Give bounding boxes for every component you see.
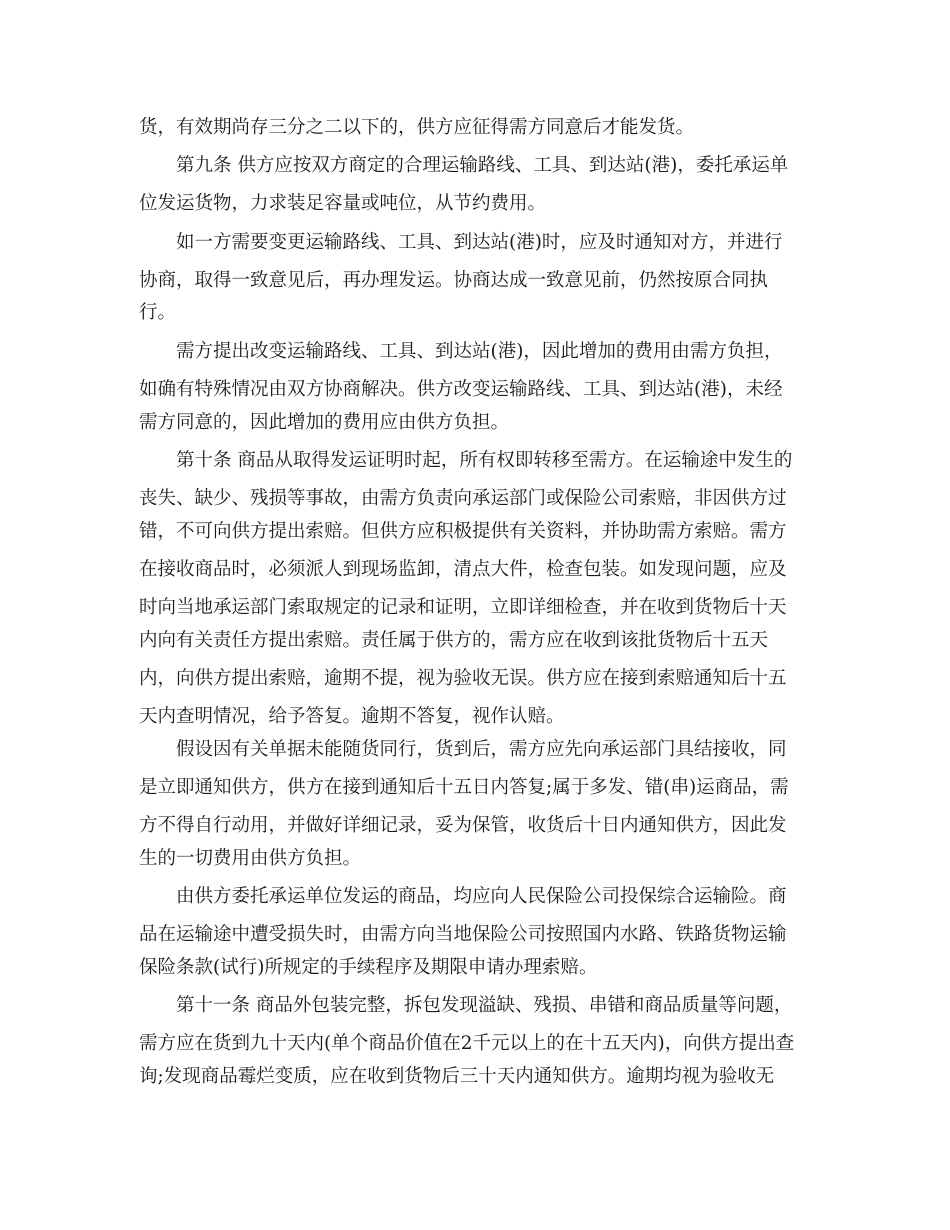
text-line: 由供方委托承运单位发运的商品，均应向人民保险公司投保综合运输险。商	[176, 886, 787, 907]
text-line: 需方同意的，因此增加的费用应由供方负担。	[139, 412, 510, 433]
text-line: 保险条款(试行)所规定的手续程序及期限申请办理索赔。	[139, 957, 598, 978]
text-line: 协商，取得一致意见后，再办理发运。协商达成一致意见前，仍然按原合同执	[139, 270, 769, 291]
text-line: 内，向供方提出索赔，逾期不提，视为验收无误。供方应在接到索赔通知后十五	[139, 668, 787, 689]
text-line: 错，不可向供方提出索赔。但供方应积极提供有关资料，并协助需方索赔。需方	[139, 521, 787, 542]
text-line: 品在运输途中遭受损失时，由需方向当地保险公司按照国内水路、铁路货物运输	[139, 924, 787, 945]
text-line: 行。	[139, 302, 177, 323]
text-line: 第十一条 商品外包装完整，拆包发现溢缺、残损、串错和商品质量等问题，	[176, 995, 793, 1016]
text-line: 如一方需要变更运输路线、工具、到达站(港)时，应及时通知对方，并进行	[176, 232, 783, 253]
text-line: 如确有特殊情况由双方协商解决。供方改变运输路线、工具、到达站(港)，未经	[139, 379, 783, 400]
text-line: 第十条 商品从取得发运证明时起，所有权即转移至需方。在运输途中发生的	[176, 450, 793, 471]
text-line: 内向有关责任方提出索赔。责任属于供方的，需方应在收到该批货物后十五天	[139, 630, 769, 651]
text-line: 位发运货物，力求装足容量或吨位，从节约费用。	[139, 193, 547, 214]
text-line: 是立即通知供方，供方在接到通知后十五日内答复;属于多发、错(串)运商品，需	[139, 777, 789, 798]
text-line: 询;发现商品霉烂变质，应在收到货物后三十天内通知供方。逾期均视为验收无	[139, 1066, 775, 1087]
text-line: 在接收商品时，必须派人到现场监卸，清点大件，检查包装。如发现问题，应及	[139, 559, 787, 580]
text-line: 天内查明情况，给予答复。逾期不答复，视作认赔。	[139, 706, 565, 727]
text-line: 第九条 供方应按双方商定的合理运输路线、工具、到达站(港)，委托承运单	[176, 155, 789, 176]
text-line: 需方应在货到九十天内(单个商品价值在2千元以上的在十五天内)，向供方提出查	[139, 1033, 795, 1054]
text-line: 需方提出改变运输路线、工具、到达站(港)，因此增加的费用由需方负担，	[176, 341, 783, 362]
text-line: 假设因有关单据未能随货同行，货到后，需方应先向承运部门具结接收，同	[176, 739, 787, 760]
text-line: 方不得自行动用，并做好详细记录，妥为保管，收货后十日内通知供方，因此发	[139, 815, 787, 836]
text-line: 丧失、缺少、残损等事故，由需方负责向承运部门或保险公司索赔，非因供方过	[139, 488, 787, 509]
text-line: 货，有效期尚存三分之二以下的，供方应征得需方同意后才能发货。	[139, 117, 695, 138]
text-line: 生的一切费用由供方负担。	[139, 848, 362, 869]
text-line: 时向当地承运部门索取规定的记录和证明，立即详细检查，并在收到货物后十天	[139, 597, 787, 618]
